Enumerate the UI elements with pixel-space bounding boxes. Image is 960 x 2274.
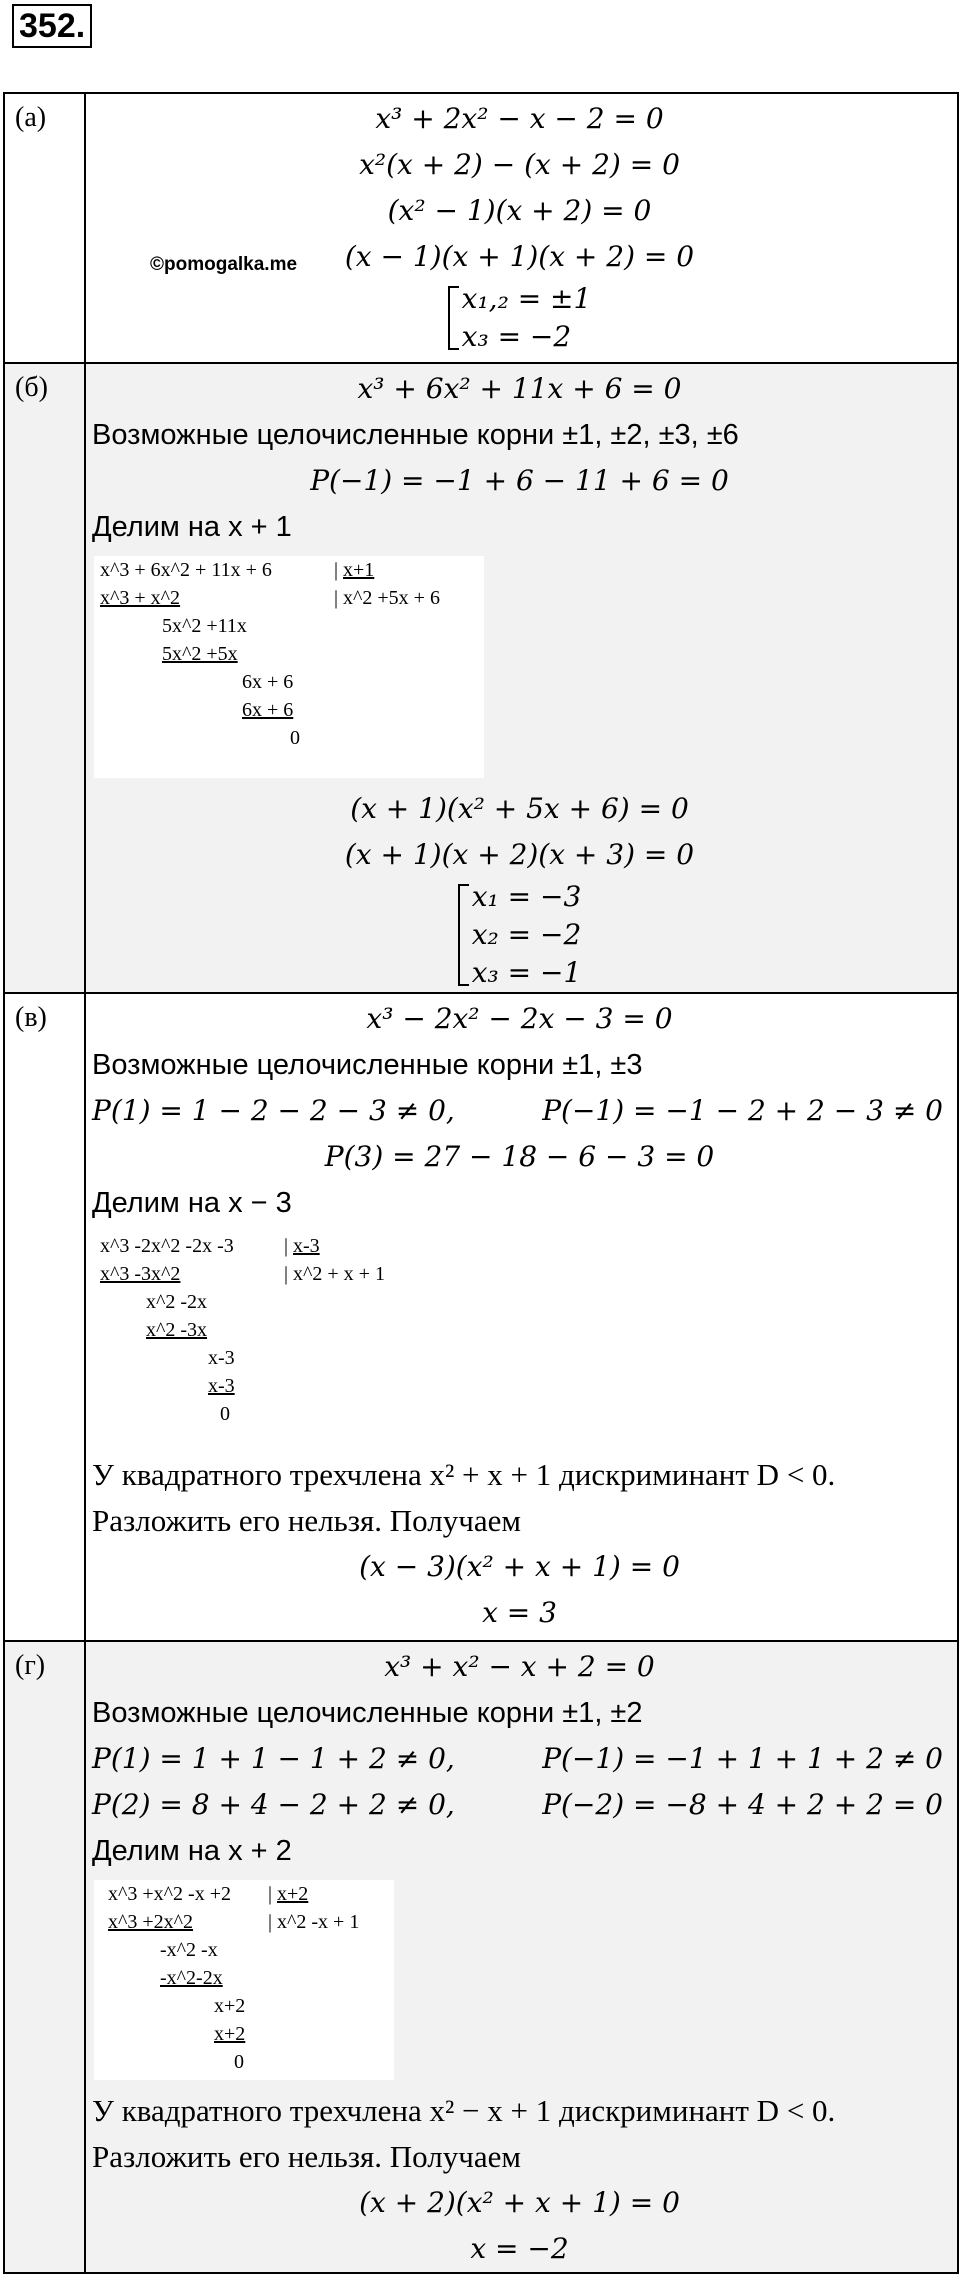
part-v-check-right: P(−1) = −1 − 2 + 2 − 3 ≠ 0 xyxy=(542,1094,943,1127)
division-remainder: 0 xyxy=(220,1403,230,1425)
system-bracket xyxy=(458,884,469,986)
part-b-row xyxy=(4,363,958,993)
part-g-discriminant-text: У квадратного трехчлена x² − x + 1 дискриминант D < 0. xyxy=(92,2093,836,2128)
division-quotient: x^2 + x + 1 xyxy=(293,1263,385,1285)
part-v-divide-text: Делим на x − 3 xyxy=(92,1187,292,1219)
part-b-factor-2: (x + 1)(x + 2)(x + 3) = 0 xyxy=(344,838,695,871)
part-b-check: P(−1) = −1 + 6 − 11 + 6 = 0 xyxy=(310,464,729,497)
division-step-3: x^2 -3x xyxy=(146,1319,208,1341)
part-b-equation: x³ + 6x² + 11x + 6 = 0 xyxy=(357,372,682,405)
part-a-line-3: (x² − 1)(x + 2) = 0 xyxy=(387,194,652,227)
division-step-4: x-3 xyxy=(208,1347,235,1369)
division-dividend: x^3 + 6x^2 + 11x + 6 xyxy=(100,559,272,581)
solution-table xyxy=(3,92,959,2274)
division-quotient-bar: | x^2 -x + 1 xyxy=(268,1911,360,1933)
part-v-answer: x = 3 xyxy=(482,1596,557,1629)
part-a-root-1: x₁,₂ = ±1 xyxy=(461,282,592,315)
part-g-checks-2 xyxy=(92,1782,947,1828)
part-g-label: (г) xyxy=(4,1641,85,2273)
part-g-check-2-right: P(−2) = −8 + 4 + 2 + 2 = 0 xyxy=(542,1788,943,1821)
division-step-4: x+2 xyxy=(214,1995,246,2017)
part-v-equation: x³ − 2x² − 2x − 3 = 0 xyxy=(366,1002,673,1035)
division-quotient-bar: | x^2 +5x + 6 xyxy=(334,587,440,609)
problem-number: 352. xyxy=(12,4,92,48)
part-a-root-2: x₃ = −2 xyxy=(461,320,572,353)
part-g-check-2-left: P(2) = 8 + 4 − 2 + 2 ≠ 0, xyxy=(92,1788,455,1821)
part-v-long-division xyxy=(94,1232,424,1444)
system-bracket xyxy=(448,286,459,350)
division-step-2: -x^2 -x xyxy=(160,1939,218,1961)
part-b-root-3: x₃ = −1 xyxy=(471,956,582,989)
division-quotient: x^2 -x + 1 xyxy=(277,1911,360,1933)
part-g-divide-text: Делим на x + 2 xyxy=(92,1835,292,1867)
division-step-3: 5x^2 +5x xyxy=(162,643,238,665)
division-quotient: x^2 +5x + 6 xyxy=(343,587,440,609)
division-step-5: 6x + 6 xyxy=(242,699,294,721)
part-g-answer: x = −2 xyxy=(470,2232,569,2265)
division-step-4: 6x + 6 xyxy=(242,671,294,693)
part-b-long-division xyxy=(94,556,484,778)
division-step-5: x+2 xyxy=(214,2023,246,2045)
part-v-discriminant-text: У квадратного трехчлена x² + x + 1 дискриминант D < 0. xyxy=(92,1457,836,1492)
part-g-cannot-factor-text: Разложить его нельзя. Получаем xyxy=(92,2139,521,2174)
part-v-cannot-factor-text: Разложить его нельзя. Получаем xyxy=(92,1503,521,1538)
part-g-checks-1 xyxy=(92,1736,947,1782)
part-a-row xyxy=(4,93,958,363)
division-dividend: x^3 -2x^2 -2x -3 xyxy=(100,1235,234,1257)
division-quotient-bar: | x^2 + x + 1 xyxy=(284,1263,385,1285)
part-b-divide-text: Делим на x + 1 xyxy=(92,511,292,543)
part-v-checks xyxy=(92,1088,947,1134)
division-dividend: x^3 +x^2 -x +2 xyxy=(108,1883,231,1905)
division-divisor-bar: | x-3 xyxy=(284,1232,367,1260)
part-a-label: (а) xyxy=(4,93,85,363)
part-g-body xyxy=(85,1641,958,2273)
part-g-long-division xyxy=(94,1880,394,2080)
division-step-2: x^2 -2x xyxy=(146,1291,208,1313)
part-g-roots-text: Возможные целочисленные корни ±1, ±2 xyxy=(92,1697,643,1729)
division-step-2: 5x^2 +11x xyxy=(162,615,247,637)
part-a-body xyxy=(85,93,958,363)
part-v-check-left: P(1) = 1 − 2 − 2 − 3 ≠ 0, xyxy=(92,1094,455,1127)
part-v-label: (в) xyxy=(4,993,85,1641)
watermark: ©pomogalka.me xyxy=(150,254,298,275)
part-v-factor: (x − 3)(x² + x + 1) = 0 xyxy=(359,1550,680,1583)
part-g-equation: x³ + x² − x + 2 = 0 xyxy=(384,1650,655,1683)
division-divisor: x+2 xyxy=(277,1883,309,1905)
division-step-3: -x^2-2x xyxy=(160,1967,223,1989)
division-step-5: x-3 xyxy=(208,1375,235,1397)
division-step-1: x^3 + x^2 xyxy=(100,587,181,609)
part-b-root-1: x₁ = −3 xyxy=(471,880,582,913)
part-b-roots-text: Возможные целочисленные корни ±1, ±2, ±3, ±6 xyxy=(92,419,739,451)
part-a-line-4: (x − 1)(x + 1)(x + 2) = 0 xyxy=(344,240,695,273)
part-b-root-2: x₂ = −2 xyxy=(471,918,582,951)
part-v-check-2: P(3) = 27 − 18 − 6 − 3 = 0 xyxy=(324,1140,715,1173)
part-b-label: (б) xyxy=(4,363,85,993)
part-a-line-1: x³ + 2x² − x − 2 = 0 xyxy=(375,102,664,135)
part-g-row xyxy=(4,1641,958,2273)
division-remainder: 0 xyxy=(234,2051,244,2073)
division-remainder: 0 xyxy=(290,727,300,749)
part-b-factor-1: (x + 1)(x² + 5x + 6) = 0 xyxy=(350,792,689,825)
part-a-system xyxy=(92,280,947,356)
part-a-line-2: x²(x + 2) − (x + 2) = 0 xyxy=(359,148,680,181)
part-v-row xyxy=(4,993,958,1641)
part-b-body xyxy=(85,363,958,993)
part-v-roots-text: Возможные целочисленные корни ±1, ±3 xyxy=(92,1049,643,1081)
division-divisor: x-3 xyxy=(293,1235,320,1257)
division-divisor: x+1 xyxy=(343,559,375,581)
part-g-check-1-left: P(1) = 1 + 1 − 1 + 2 ≠ 0, xyxy=(92,1742,455,1775)
division-step-1: x^3 +2x^2 xyxy=(108,1911,194,1933)
part-b-system xyxy=(92,878,947,992)
part-g-check-1-right: P(−1) = −1 + 1 + 1 + 2 ≠ 0 xyxy=(542,1742,943,1775)
part-g-factor: (x + 2)(x² + x + 1) = 0 xyxy=(359,2186,680,2219)
division-divisor-bar: | x+1 xyxy=(334,556,433,584)
part-v-body xyxy=(85,993,958,1641)
division-divisor-bar: | x+2 xyxy=(268,1880,355,1908)
division-step-1: x^3 -3x^2 xyxy=(100,1263,181,1285)
